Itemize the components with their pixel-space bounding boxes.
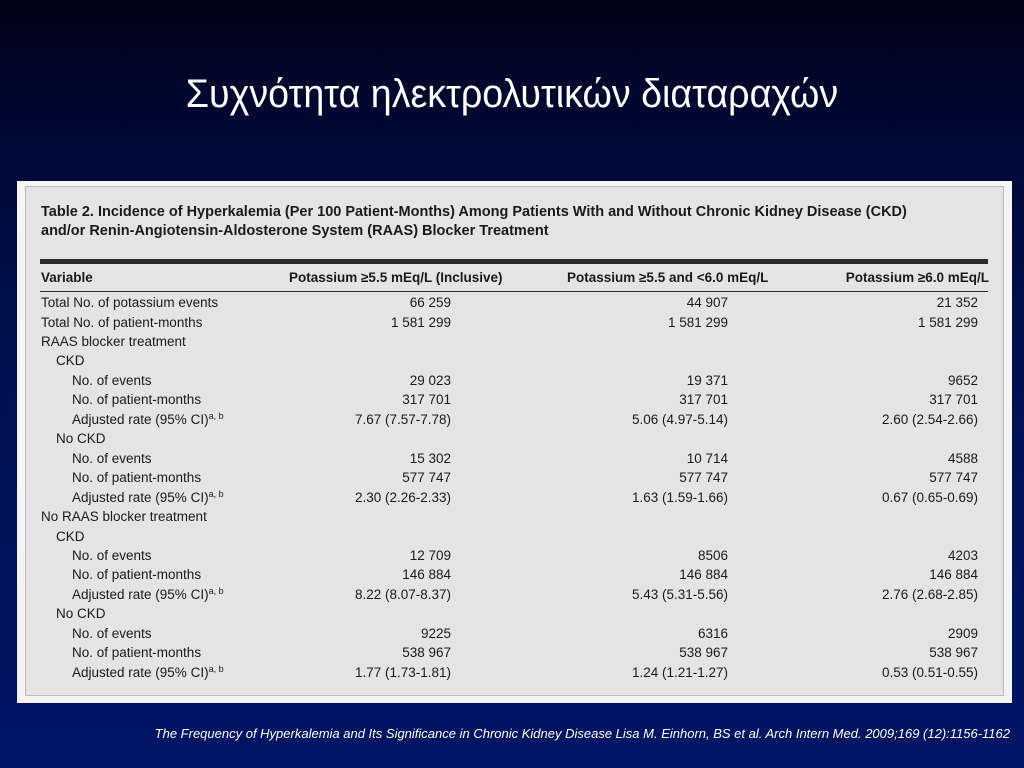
cell-col-1: 2.30 (2.26-2.33) bbox=[354, 490, 451, 505]
table-row bbox=[26, 567, 1005, 586]
cell-col-3: 1 581 299 bbox=[917, 315, 978, 330]
row-label: No. of patient-months bbox=[72, 470, 202, 485]
header-col-1: Potassium ≥5.5 mEq/L (Inclusive) bbox=[289, 270, 503, 285]
table-row bbox=[26, 392, 1005, 411]
table-caption-line-2: and/or Renin-Angiotensin-Aldosterone System (RAAS) Blocker Treatment bbox=[41, 223, 549, 239]
table-row bbox=[26, 451, 1005, 470]
subgroup-label: CKD bbox=[56, 353, 85, 368]
footnote-marker: a, b bbox=[208, 411, 224, 421]
row-label: No. of events bbox=[72, 451, 152, 466]
header-variable: Variable bbox=[41, 270, 93, 285]
cell-col-1: 1 581 299 bbox=[390, 315, 451, 330]
cell-col-3: 2909 bbox=[947, 626, 978, 641]
table-row bbox=[26, 626, 1005, 645]
cell-col-1: 1.77 (1.73-1.81) bbox=[354, 665, 451, 680]
cell-col-2: 317 701 bbox=[679, 392, 728, 407]
table-row bbox=[26, 412, 1005, 431]
subgroup-label: CKD bbox=[56, 529, 85, 544]
row-label: No. of events bbox=[72, 373, 152, 388]
cell-col-2: 538 967 bbox=[679, 645, 728, 660]
table-row bbox=[26, 665, 1005, 684]
cell-col-3: 2.76 (2.68-2.85) bbox=[881, 587, 978, 602]
row-label-text: Adjusted rate (95% CI) bbox=[72, 412, 209, 427]
row-label bbox=[72, 490, 224, 505]
cell-col-3: 0.67 (0.65-0.69) bbox=[881, 490, 978, 505]
cell-col-3: 317 701 bbox=[929, 392, 978, 407]
table-row-group-header bbox=[26, 334, 1005, 353]
cell-col-1: 8.22 (8.07-8.37) bbox=[354, 587, 451, 602]
table-row-subgroup-header bbox=[26, 431, 1005, 450]
cell-col-1: 12 709 bbox=[409, 548, 451, 563]
cell-col-2: 1 581 299 bbox=[667, 315, 728, 330]
cell-col-3: 4588 bbox=[947, 451, 978, 466]
table-row bbox=[26, 470, 1005, 489]
cell-col-1: 146 884 bbox=[402, 567, 451, 582]
cell-col-1: 538 967 bbox=[402, 645, 451, 660]
table-row-subgroup-header bbox=[26, 529, 1005, 548]
slide-title: Συχνότητα ηλεκτρολυτικών διαταραχών bbox=[185, 72, 839, 116]
cell-col-3: 4203 bbox=[947, 548, 978, 563]
cell-col-2: 10 714 bbox=[686, 451, 728, 466]
cell-col-2: 44 907 bbox=[686, 295, 728, 310]
row-label bbox=[72, 665, 224, 680]
table-row bbox=[26, 548, 1005, 567]
cell-col-2: 1.24 (1.21-1.27) bbox=[631, 665, 728, 680]
cell-col-3: 2.60 (2.54-2.66) bbox=[881, 412, 978, 427]
cell-col-3: 0.53 (0.51-0.55) bbox=[881, 665, 978, 680]
cell-col-1: 15 302 bbox=[409, 451, 451, 466]
cell-col-1: 29 023 bbox=[409, 373, 451, 388]
header-top-rule bbox=[40, 259, 988, 264]
footnote-marker: a, b bbox=[208, 586, 224, 596]
table-row bbox=[26, 373, 1005, 392]
row-label: Total No. of potassium events bbox=[41, 295, 219, 310]
row-label: No. of patient-months bbox=[72, 567, 202, 582]
cell-col-3: 577 747 bbox=[929, 470, 978, 485]
cell-col-3: 21 352 bbox=[936, 295, 978, 310]
cell-col-1: 317 701 bbox=[402, 392, 451, 407]
cell-col-2: 146 884 bbox=[679, 567, 728, 582]
group-label: No RAAS blocker treatment bbox=[41, 509, 207, 524]
table-row bbox=[26, 295, 1005, 314]
table-caption bbox=[41, 203, 991, 241]
table-row-subgroup-header bbox=[26, 353, 1005, 372]
cell-col-2: 577 747 bbox=[679, 470, 728, 485]
table-row-subgroup-header bbox=[26, 606, 1005, 625]
citation: The Frequency of Hyperkalemia and Its Significance in Chronic Kidney Disease Lisa M. Einhorn, BS et al. Arch Intern Med. 2009;169 (12):1156-1162 bbox=[154, 726, 1010, 741]
cell-col-3: 146 884 bbox=[929, 567, 978, 582]
subgroup-label: No CKD bbox=[56, 606, 106, 621]
cell-col-1: 577 747 bbox=[402, 470, 451, 485]
row-label: No. of patient-months bbox=[72, 392, 202, 407]
table-row bbox=[26, 315, 1005, 334]
row-label: No. of patient-months bbox=[72, 645, 202, 660]
header-col-2: Potassium ≥5.5 and <6.0 mEq/L bbox=[567, 270, 769, 285]
header-bottom-rule bbox=[40, 291, 988, 292]
row-label: No. of events bbox=[72, 626, 152, 641]
table-row bbox=[26, 587, 1005, 606]
cell-col-1: 9225 bbox=[420, 626, 451, 641]
row-label-text: Adjusted rate (95% CI) bbox=[72, 587, 209, 602]
row-label: No. of events bbox=[72, 548, 152, 563]
row-label-text: Adjusted rate (95% CI) bbox=[72, 490, 209, 505]
cell-col-1: 7.67 (7.57-7.78) bbox=[354, 412, 451, 427]
footnote-marker: a, b bbox=[208, 489, 224, 499]
footnote-marker: a, b bbox=[208, 664, 224, 674]
row-label-text: Adjusted rate (95% CI) bbox=[72, 665, 209, 680]
cell-col-1: 66 259 bbox=[409, 295, 451, 310]
cell-col-2: 8506 bbox=[697, 548, 728, 563]
header-col-3: Potassium ≥6.0 mEq/L bbox=[845, 270, 989, 285]
cell-col-3: 9652 bbox=[947, 373, 978, 388]
cell-col-2: 1.63 (1.59-1.66) bbox=[631, 490, 728, 505]
cell-col-2: 19 371 bbox=[686, 373, 728, 388]
cell-col-3: 538 967 bbox=[929, 645, 978, 660]
table-caption-line-1: Table 2. Incidence of Hyperkalemia (Per 100 Patient-Months) Among Patients With and Without Chronic Kidney Disease (CKD) bbox=[41, 204, 907, 220]
row-label bbox=[72, 587, 224, 602]
cell-col-2: 6316 bbox=[697, 626, 728, 641]
cell-col-2: 5.06 (4.97-5.14) bbox=[631, 412, 728, 427]
table-row bbox=[26, 645, 1005, 664]
table-panel bbox=[25, 186, 1004, 696]
cell-col-2: 5.43 (5.31-5.56) bbox=[631, 587, 728, 602]
subgroup-label: No CKD bbox=[56, 431, 106, 446]
group-label: RAAS blocker treatment bbox=[41, 334, 186, 349]
table-image-frame bbox=[17, 181, 1012, 703]
row-label bbox=[72, 412, 224, 427]
table-row bbox=[26, 490, 1005, 509]
row-label: Total No. of patient-months bbox=[41, 315, 203, 330]
table-row-group-header bbox=[26, 509, 1005, 528]
